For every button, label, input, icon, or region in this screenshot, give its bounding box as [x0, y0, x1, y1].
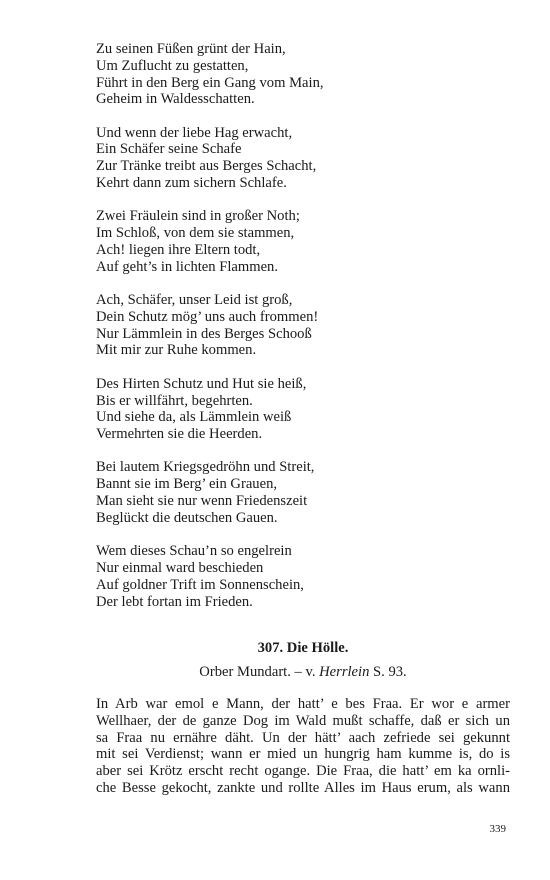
poem-line: Des Hirten Schutz und Hut sie heiß, [96, 375, 307, 392]
stanza-1 [96, 41, 496, 108]
page-number: 339 [489, 823, 506, 835]
prose-paragraph [96, 696, 510, 797]
prose-line: che Besse gekocht, zankte und rollte Alles im Haus erum, als wann [96, 779, 510, 796]
poem-line: Ach, Schäfer, unser Leid ist groß, [96, 292, 293, 309]
poem-line: Bei lautem Kriegsgedröhn und Streit, [96, 459, 315, 476]
stanza-6 [96, 459, 496, 526]
stanza-3 [96, 208, 496, 275]
poem-line: Vermehrten sie die Heerden. [96, 426, 263, 443]
section-source [96, 663, 510, 681]
stanza-4 [96, 292, 496, 359]
poem-line: Nur Lämmlein in des Berges Schooß [96, 325, 312, 342]
prose-line: mit sei Verdienst; wann er mied un hungrig ham kumme is, do is [96, 746, 510, 763]
poem-line: Dein Schutz mög’ uns auch frommen! [96, 308, 319, 325]
poem-line: Und wenn der liebe Hag erwacht, [96, 124, 293, 141]
poem-line: Geheim in Waldesschatten. [96, 91, 255, 108]
poem-line: Man sieht sie nur wenn Friedenszeit [96, 493, 308, 510]
poem [96, 41, 496, 627]
poem-line: Zu seinen Füßen grünt der Hain, [96, 41, 286, 57]
poem-line: Wem dieses Schau’n so engelrein [96, 543, 292, 560]
poem-line: Und siehe da, als Lämmlein weiß [96, 409, 292, 426]
prose-line: sa Fraa nu ernähre däht. Un der hätt’ aach zefriede sei gekunnt [96, 729, 510, 746]
stanza-5 [96, 376, 496, 443]
poem-line: Bannt sie im Berg’ ein Grauen, [96, 476, 278, 493]
stanza-7 [96, 543, 496, 610]
poem-line: Zur Tränke treibt aus Berges Schacht, [96, 158, 317, 175]
prose-line: In Arb war emol e Mann, der hatt’ e bes Fraa. Er wor e armer [96, 696, 510, 712]
poem-line: Nur einmal ward beschieden [96, 559, 264, 576]
source-suffix: S. 93. [369, 664, 407, 680]
poem-line: Kehrt dann zum sichern Schlafe. [96, 175, 287, 192]
poem-line: Beglückt die deutschen Gauen. [96, 509, 278, 526]
poem-line: Um Zuflucht zu gestatten, [96, 57, 249, 74]
poem-line: Bis er willfährt, begehrten. [96, 392, 253, 409]
section-title: 307. Die Hölle. [257, 640, 349, 656]
poem-line: Auf geht’s in lichten Flammen. [96, 258, 278, 275]
prose-line: Wellhaer, der de ganze Dog im Wald mußt schaffe, daß er sich un [96, 712, 510, 729]
poem-line: Mit mir zur Ruhe kommen. [96, 342, 257, 359]
prose-line: aber sei Krötz erscht recht ogange. Die Fraa, die hatt’ em ka ornli- [96, 763, 510, 780]
poem-line: Im Schloß, von dem sie stammen, [96, 225, 295, 242]
poem-line: Ein Schäfer seine Schafe [96, 141, 242, 158]
poem-line: Der lebt fortan im Frieden. [96, 593, 253, 610]
poem-line: Zwei Fräulein sind in großer Noth; [96, 208, 300, 225]
stanza-2 [96, 125, 496, 192]
poem-line: Auf goldner Trift im Sonnenschein, [96, 576, 304, 593]
source-prefix: Orber Mundart. – v. [199, 664, 320, 680]
source-author: Herrlein [319, 664, 370, 680]
poem-line: Ach! liegen ihre Eltern todt, [96, 241, 261, 258]
poem-line: Führt in den Berg ein Gang vom Main, [96, 74, 324, 91]
